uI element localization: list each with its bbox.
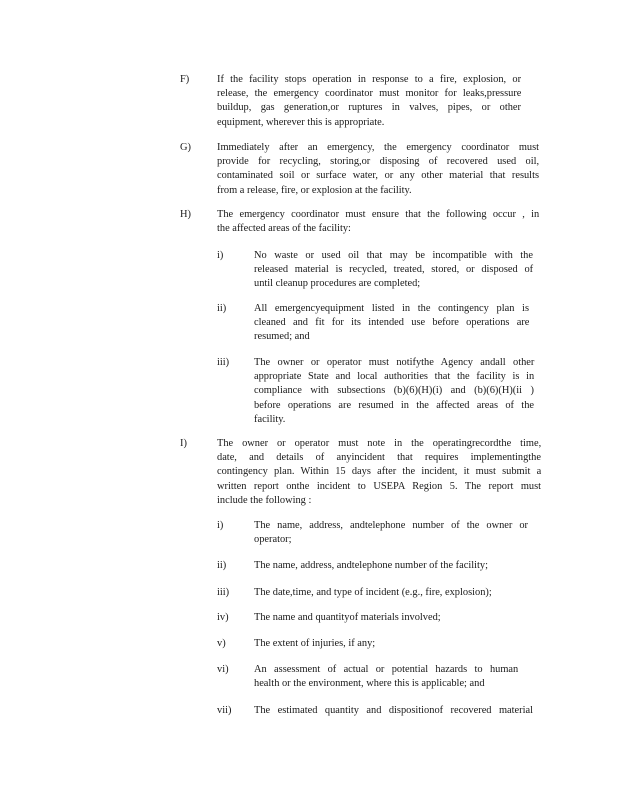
section-f-label: F): [180, 74, 190, 85]
subitem-text: The name and quantityof materials involved;: [254, 612, 441, 623]
section-f-text: If the facility stops operation in response to a fire, explosion, or release, the emergency coordinator must monitor for leaks,pressure buildup, gas generation,or ruptures in valves, pipes, or other equipment, wherever this is appropriate.: [217, 74, 522, 128]
subitem-label: ii): [217, 303, 227, 314]
subitem-label: v): [217, 638, 226, 649]
subitem-text: The name, address, andtelephone number of the facility;: [254, 560, 488, 571]
subitem-label: vii): [217, 705, 232, 716]
subitem-text: No waste or used oil that may be incompatible with the released material is recycled, treated, stored, or disposed of until cleanup procedures are completed;: [254, 250, 534, 290]
subitem-label: vi): [217, 664, 229, 675]
subitem-text: The name, address, andtelephone number of the owner or operator;: [254, 520, 528, 546]
section-g-label: G): [180, 142, 191, 153]
subitem-text: The owner or operator must notifythe Agency andall other appropriate State and local authorities that the facility is in compliance with subsections (b)(6)(H)(i) and (b)(6)(H)(ii ) before operations are resumed in the affected areas of the facility.: [254, 357, 535, 425]
subitem-text: An assessment of actual or potential hazards to human health or the environment, where this is applicable; and: [254, 664, 519, 690]
section-h-label: H): [180, 209, 191, 220]
subitem-text: The extent of injuries, if any;: [254, 638, 376, 649]
section-g-text: Immediately after an emergency, the emergency coordinator must provide for recycling, storing,or disposing of recovered used oil, contaminated soil or surface water, or any other material that results from a release, fire, or explosion at the facility.: [217, 142, 540, 196]
section-i-label: I): [180, 438, 187, 449]
subitem-label: iii): [217, 587, 230, 598]
subitem-text: All emergencyequipment listed in the contingency plan is cleaned and fit for its intended use before operations are resumed; and: [254, 303, 530, 343]
subitem-text: The date,time, and type of incident (e.g., fire, explosion);: [254, 587, 492, 598]
subitem-label: iii): [217, 357, 230, 368]
section-i-text: The owner or operator must note in the operatingrecordthe time, date, and details of anyincident that requires implementingthe contingency plan. Within 15 days after the incident, it must submit a written report onthe incident to USEPA Region 5. The report must include the following :: [217, 438, 542, 506]
subitem-label: iv): [217, 612, 229, 623]
subitem-label: ii): [217, 560, 227, 571]
subitem-text: The estimated quantity and dispositionof recovered material: [254, 705, 533, 716]
subitem-label: i): [217, 250, 224, 261]
subitem-label: i): [217, 520, 224, 531]
section-h-text: The emergency coordinator must ensure that the following occur , in the affected areas of the facility:: [217, 209, 540, 235]
